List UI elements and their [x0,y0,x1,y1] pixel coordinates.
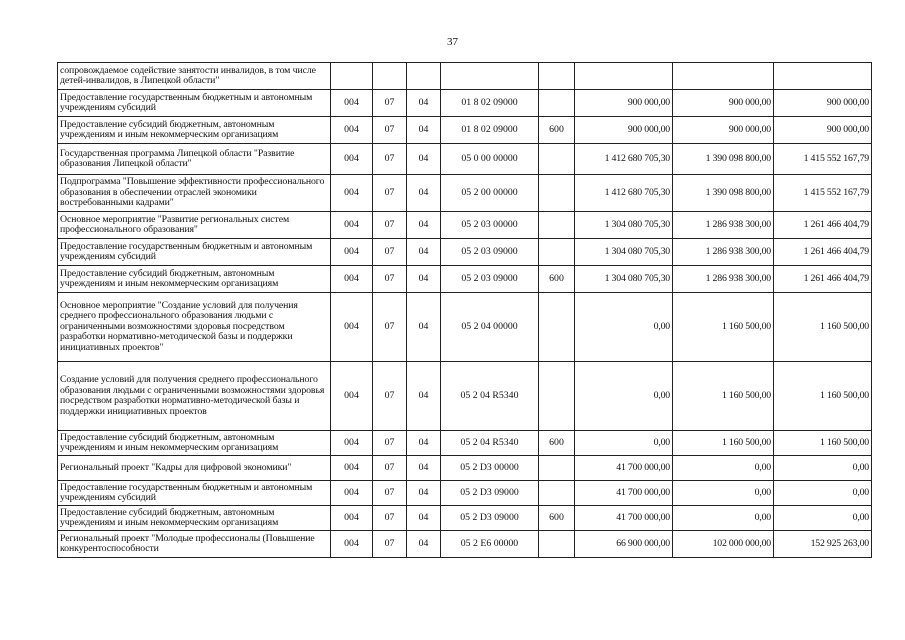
amount-year3-cell: 1 261 466 404,79 [774,212,872,239]
row-name-cell: Подпрограмма "Повышение эффективности профессионального образования в обеспечении отраслей экономики востребованными кадрами" [58,175,331,212]
page-number: 37 [447,36,458,48]
amount-year2-cell: 1 160 500,00 [673,362,774,431]
amount-year3-cell [774,63,872,90]
subsection-code-cell: 04 [407,481,441,506]
target-article-cell: 01 8 02 09000 [441,117,539,144]
row-name-cell: Предоставление государственным бюджетным и автономным учреждениям субсидий [58,239,331,266]
section-code-cell: 07 [373,175,407,212]
subsection-code-cell: 04 [407,506,441,531]
amount-year2-cell: 0,00 [673,506,774,531]
row-name-cell: Предоставление субсидий бюджетным, автономным учреждениям и иным некоммерческим организациям [58,506,331,531]
amount-year2-cell: 1 286 938 300,00 [673,212,774,239]
amount-year2-cell: 1 390 098 800,00 [673,144,774,175]
ministry-code-cell: 004 [331,266,373,293]
expense-type-cell [539,90,575,117]
table-row [58,63,872,90]
amount-year1-cell: 1 304 080 705,30 [575,266,673,293]
amount-year2-cell: 1 160 500,00 [673,293,774,362]
amount-year3-cell: 0,00 [774,456,872,481]
section-code-cell: 07 [373,266,407,293]
expense-type-cell: 600 [539,431,575,456]
subsection-code-cell: 04 [407,531,441,558]
row-name-cell: Создание условий для получения среднего профессионального образования людьми с ограниченными возможностями здоровья посредством разработки нормативно-методической базы и поддержки инициативных проектов [58,362,331,431]
row-name-cell: Предоставление субсидий бюджетным, автономным учреждениям и иным некоммерческим организациям [58,266,331,293]
ministry-code-cell: 004 [331,293,373,362]
section-code-cell: 07 [373,481,407,506]
amount-year3-cell: 152 925 263,00 [774,531,872,558]
section-code-cell [373,63,407,90]
target-article-cell: 05 2 D3 00000 [441,456,539,481]
subsection-code-cell: 04 [407,90,441,117]
section-code-cell: 07 [373,212,407,239]
subsection-code-cell [407,63,441,90]
section-code-cell: 07 [373,531,407,558]
ministry-code-cell: 004 [331,481,373,506]
budget-table-body [58,63,872,558]
ministry-code-cell [331,63,373,90]
table-row [58,293,872,362]
expense-type-cell [539,175,575,212]
ministry-code-cell: 004 [331,362,373,431]
amount-year3-cell: 1 261 466 404,79 [774,239,872,266]
table-row [58,531,872,558]
target-article-cell: 05 2 D3 09000 [441,506,539,531]
subsection-code-cell: 04 [407,175,441,212]
ministry-code-cell: 004 [331,531,373,558]
expense-type-cell [539,144,575,175]
row-name-cell: Предоставление субсидий бюджетным, автономным учреждениям и иным некоммерческим организациям [58,431,331,456]
section-code-cell: 07 [373,239,407,266]
expense-type-cell [539,456,575,481]
amount-year1-cell: 1 304 080 705,30 [575,239,673,266]
target-article-cell: 05 2 00 00000 [441,175,539,212]
amount-year1-cell: 1 304 080 705,30 [575,212,673,239]
section-code-cell: 07 [373,117,407,144]
ministry-code-cell: 004 [331,90,373,117]
row-name-cell: сопровождаемое содействие занятости инвалидов, в том числе детей-инвалидов, в Липецкой области" [58,63,331,90]
amount-year1-cell: 1 412 680 705,30 [575,175,673,212]
target-article-cell: 05 2 03 09000 [441,239,539,266]
amount-year3-cell: 0,00 [774,506,872,531]
subsection-code-cell: 04 [407,117,441,144]
table-row [58,144,872,175]
amount-year1-cell: 41 700 000,00 [575,481,673,506]
amount-year1-cell: 0,00 [575,431,673,456]
row-name-cell: Региональный проект "Молодые профессионалы (Повышение конкурентоспособности [58,531,331,558]
amount-year3-cell: 1 415 552 167,79 [774,175,872,212]
target-article-cell [441,63,539,90]
subsection-code-cell: 04 [407,212,441,239]
expense-type-cell [539,63,575,90]
expense-type-cell [539,362,575,431]
subsection-code-cell: 04 [407,239,441,266]
section-code-cell: 07 [373,362,407,431]
amount-year1-cell [575,63,673,90]
amount-year1-cell: 41 700 000,00 [575,456,673,481]
row-name-cell: Предоставление государственным бюджетным и автономным учреждениям субсидий [58,90,331,117]
subsection-code-cell: 04 [407,293,441,362]
row-name-cell: Основное мероприятие "Создание условий для получения среднего профессионального образования людьми с ограниченными возможностями здоровья посредством разработки нормативно-методической базы и поддержки инициативных проектов" [58,293,331,362]
amount-year1-cell: 1 412 680 705,30 [575,144,673,175]
table-row [58,362,872,431]
expense-type-cell: 600 [539,117,575,144]
amount-year3-cell: 0,00 [774,481,872,506]
target-article-cell: 05 2 D3 09000 [441,481,539,506]
budget-table [57,62,872,558]
expense-type-cell [539,293,575,362]
amount-year3-cell: 1 160 500,00 [774,431,872,456]
expense-type-cell: 600 [539,506,575,531]
row-name-cell: Региональный проект "Кадры для цифровой экономики" [58,456,331,481]
table-row [58,175,872,212]
amount-year2-cell: 1 286 938 300,00 [673,239,774,266]
row-name-cell: Основное мероприятие "Развитие региональных систем профессионального образования" [58,212,331,239]
section-code-cell: 07 [373,506,407,531]
row-name-cell: Предоставление государственным бюджетным и автономным учреждениям субсидий [58,481,331,506]
amount-year2-cell: 900 000,00 [673,117,774,144]
amount-year1-cell: 0,00 [575,293,673,362]
subsection-code-cell: 04 [407,456,441,481]
amount-year3-cell: 1 160 500,00 [774,293,872,362]
table-row [58,117,872,144]
amount-year2-cell: 900 000,00 [673,90,774,117]
ministry-code-cell: 004 [331,506,373,531]
amount-year1-cell: 900 000,00 [575,117,673,144]
ministry-code-cell: 004 [331,117,373,144]
amount-year2-cell: 0,00 [673,456,774,481]
amount-year2-cell: 1 390 098 800,00 [673,175,774,212]
table-row [58,456,872,481]
table-row [58,481,872,506]
target-article-cell: 05 2 03 00000 [441,212,539,239]
amount-year3-cell: 900 000,00 [774,117,872,144]
ministry-code-cell: 004 [331,239,373,266]
target-article-cell: 05 2 04 00000 [441,293,539,362]
amount-year2-cell [673,63,774,90]
ministry-code-cell: 004 [331,431,373,456]
amount-year2-cell: 1 286 938 300,00 [673,266,774,293]
target-article-cell: 05 2 04 R5340 [441,431,539,456]
expense-type-cell [539,239,575,266]
amount-year2-cell: 1 160 500,00 [673,431,774,456]
subsection-code-cell: 04 [407,144,441,175]
amount-year3-cell: 1 415 552 167,79 [774,144,872,175]
target-article-cell: 01 8 02 09000 [441,90,539,117]
ministry-code-cell: 004 [331,456,373,481]
amount-year3-cell: 1 261 466 404,79 [774,266,872,293]
ministry-code-cell: 004 [331,175,373,212]
subsection-code-cell: 04 [407,362,441,431]
amount-year2-cell: 0,00 [673,481,774,506]
row-name-cell: Государственная программа Липецкой области "Развитие образования Липецкой области" [58,144,331,175]
amount-year1-cell: 66 900 000,00 [575,531,673,558]
section-code-cell: 07 [373,90,407,117]
amount-year1-cell: 900 000,00 [575,90,673,117]
table-row [58,506,872,531]
ministry-code-cell: 004 [331,212,373,239]
table-row [58,266,872,293]
amount-year1-cell: 0,00 [575,362,673,431]
target-article-cell: 05 0 00 00000 [441,144,539,175]
expense-type-cell [539,531,575,558]
ministry-code-cell: 004 [331,144,373,175]
table-row [58,431,872,456]
section-code-cell: 07 [373,293,407,362]
table-row [58,90,872,117]
subsection-code-cell: 04 [407,266,441,293]
target-article-cell: 05 2 03 09000 [441,266,539,293]
subsection-code-cell: 04 [407,431,441,456]
expense-type-cell: 600 [539,266,575,293]
table-row [58,239,872,266]
amount-year3-cell: 1 160 500,00 [774,362,872,431]
target-article-cell: 05 2 E6 00000 [441,531,539,558]
expense-type-cell [539,212,575,239]
section-code-cell: 07 [373,456,407,481]
row-name-cell: Предоставление субсидий бюджетным, автономным учреждениям и иным некоммерческим организациям [58,117,331,144]
table-row [58,212,872,239]
expense-type-cell [539,481,575,506]
amount-year3-cell: 900 000,00 [774,90,872,117]
amount-year1-cell: 41 700 000,00 [575,506,673,531]
section-code-cell: 07 [373,431,407,456]
target-article-cell: 05 2 04 R5340 [441,362,539,431]
amount-year2-cell: 102 000 000,00 [673,531,774,558]
section-code-cell: 07 [373,144,407,175]
